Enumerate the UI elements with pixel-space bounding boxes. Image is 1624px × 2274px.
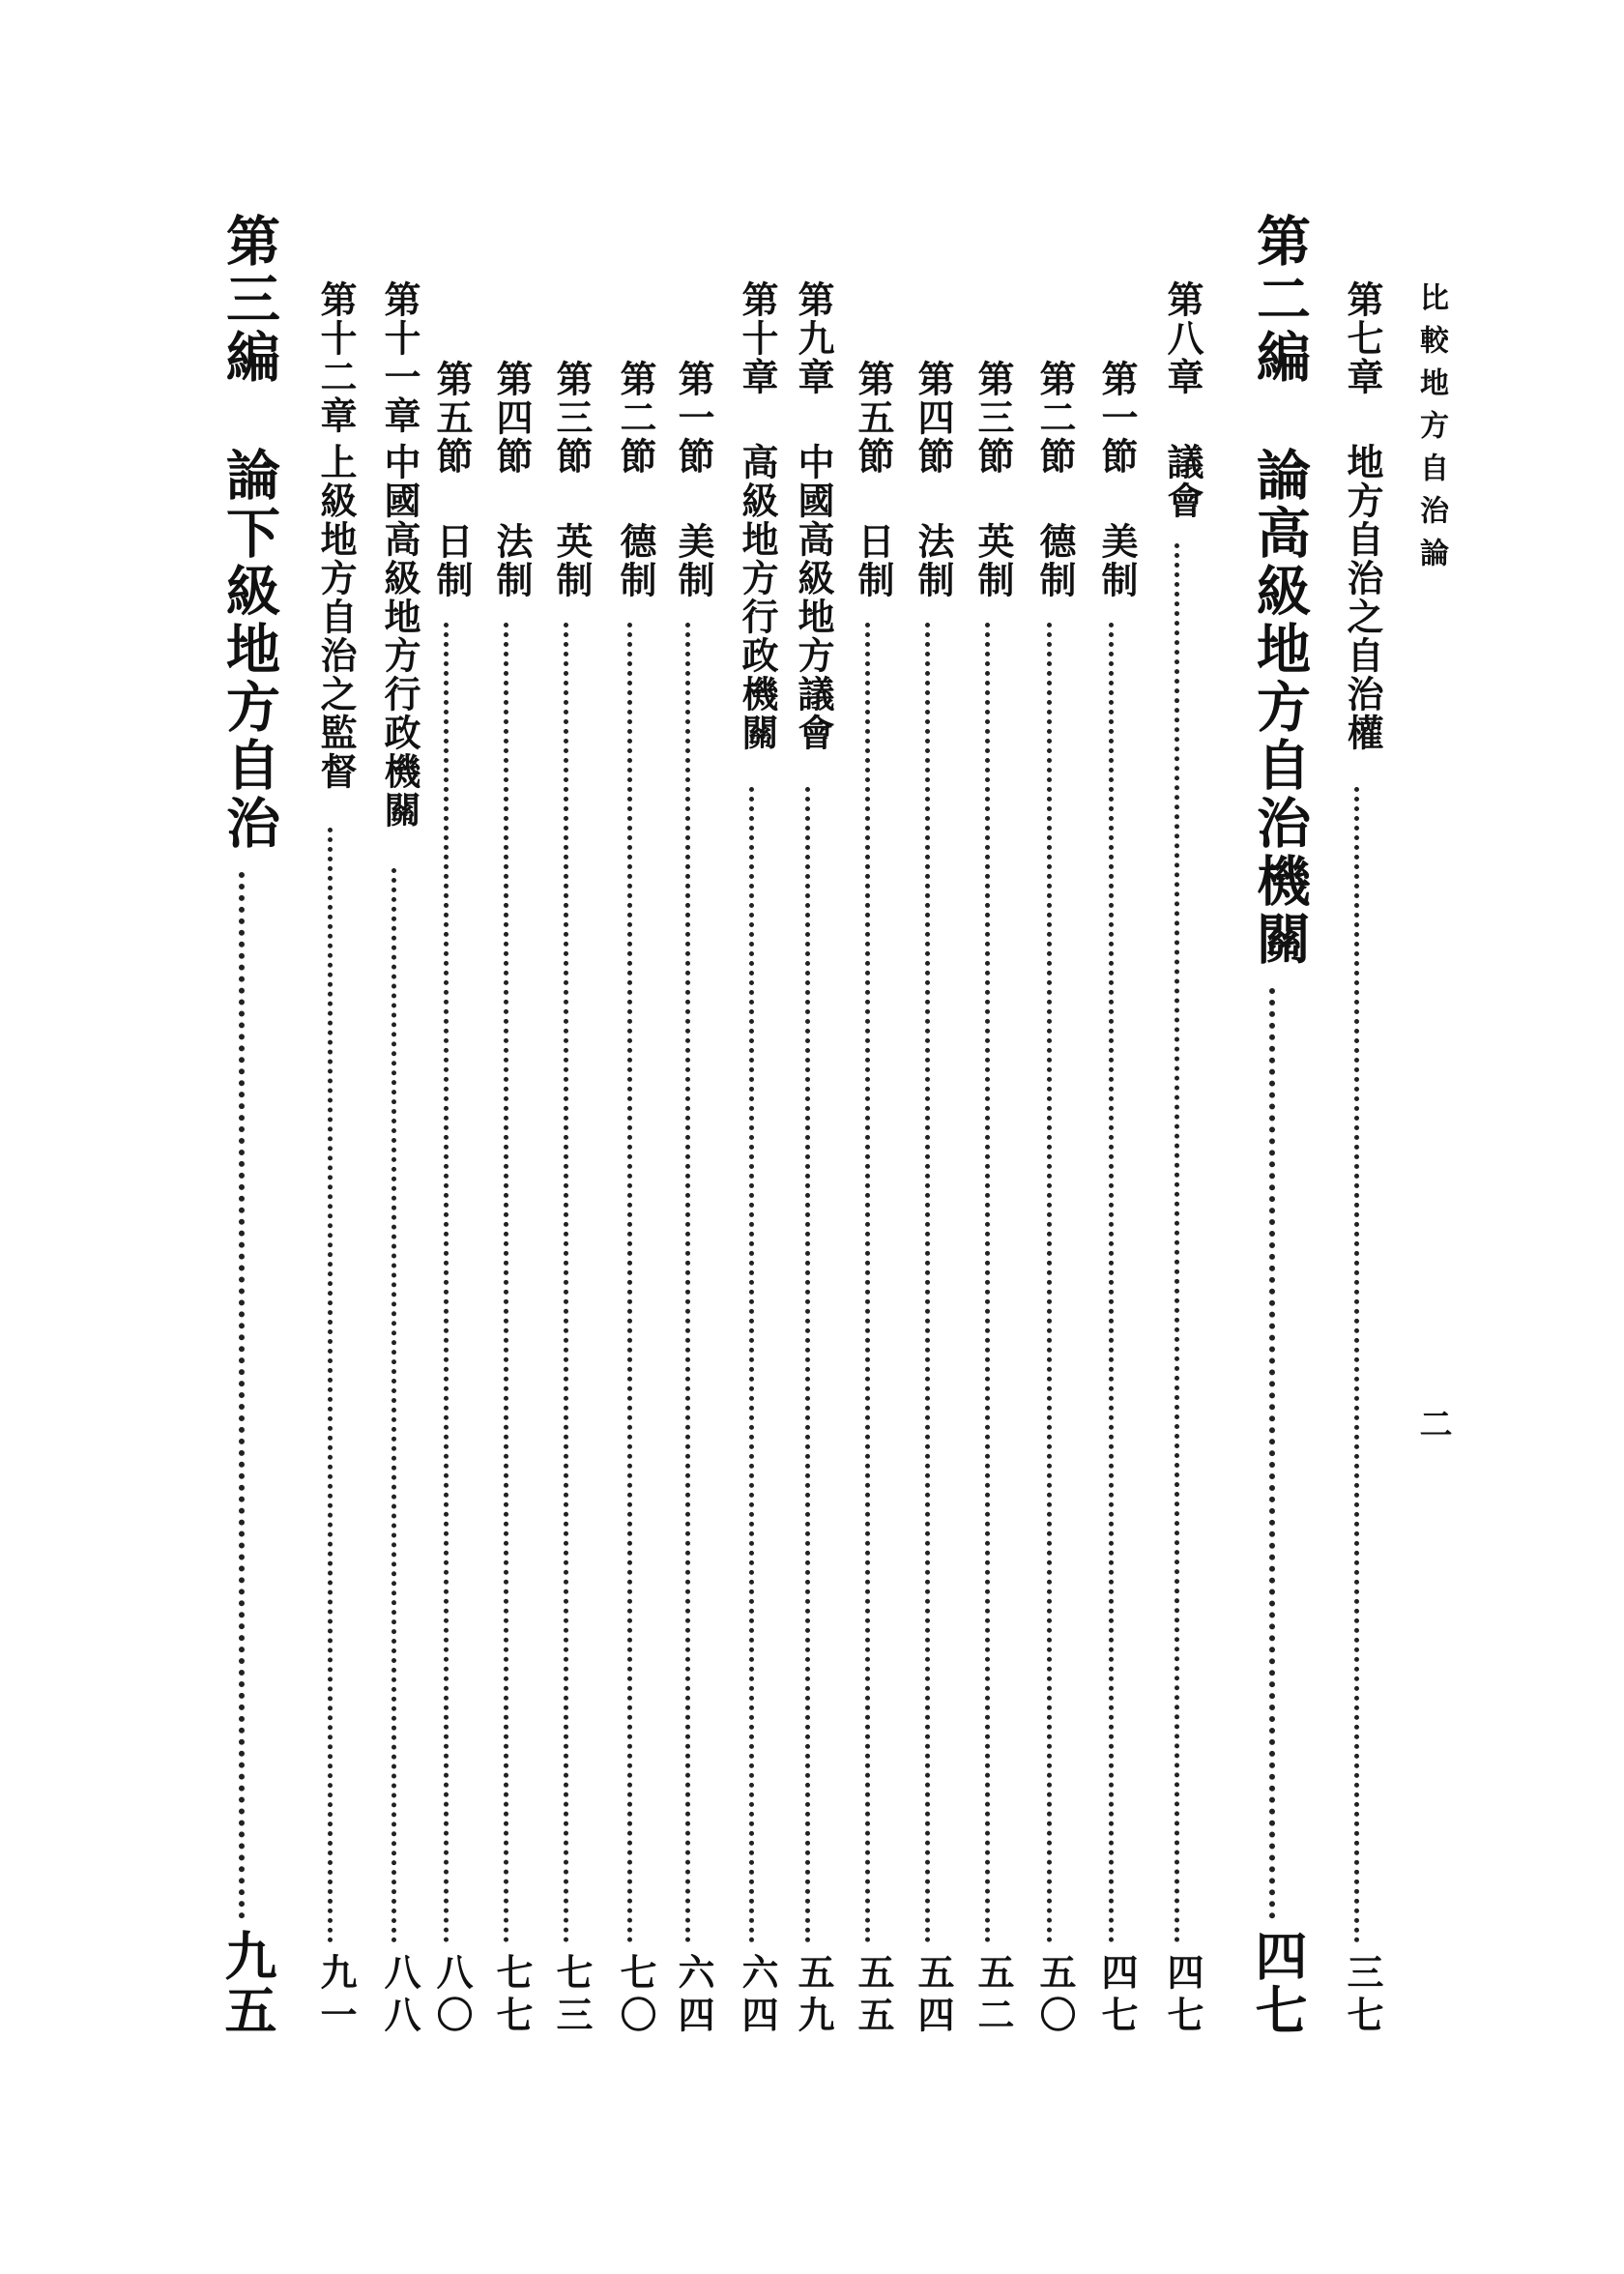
entry-label: 第一節 [1095,360,1139,476]
toc-entry [847,0,895,2274]
entry-page: 八八 [378,1953,421,2038]
toc-entry [309,0,358,2274]
entry-page: 五二 [972,1953,1015,2038]
entry-page: 六四 [736,1953,779,2038]
dot-leader [925,623,930,1943]
entry-title: 法制 [490,522,534,599]
entry-page: 七〇 [614,1953,657,2038]
toc-entry [787,0,835,2274]
entry-title: 法制 [912,522,955,599]
entry-label: 第五節 [430,360,474,476]
dot-leader [1109,623,1114,1943]
entry-title: 上級地方自治之監督 [314,443,358,791]
toc-entry [1336,0,1384,2274]
dot-leader [627,623,632,1943]
toc-part-entry [211,0,281,2274]
dot-leader [805,787,810,1943]
part-label: 第二編 [1248,213,1312,387]
entry-title: 中國高級地方行政機關 [378,443,421,830]
entry-label: 第十一章 [378,280,421,435]
page-number-column [1409,0,1452,2274]
dot-leader [1047,623,1052,1943]
page-number: 二 [1413,1407,1452,1440]
entry-page: 九一 [314,1953,358,2038]
entry-label: 第四節 [490,360,534,476]
dot-leader [392,868,396,1943]
dot-leader [985,623,990,1943]
toc-entry [425,0,474,2274]
part-title: 論高級地方自治機關 [1248,447,1312,969]
entry-title: 德制 [1033,522,1077,599]
entry-label: 第十章 [736,280,779,396]
dot-leader [865,623,870,1943]
toc-entry [545,0,594,2274]
dot-leader [1269,988,1275,1919]
entry-title: 中國高級地方議會 [792,443,835,752]
toc-entry [1156,0,1204,2274]
entry-label: 第一節 [672,360,715,476]
entry-title: 地方自治之自治權 [1341,443,1384,752]
entry-label: 第五節 [852,360,895,476]
toc-entry [485,0,534,2274]
entry-title: 德制 [614,522,657,599]
toc-entry [907,0,955,2274]
toc-left-block [0,0,1,1]
entry-title: 美制 [1095,522,1139,599]
dot-leader [564,623,568,1943]
entry-label: 第八章 [1161,280,1204,396]
entry-title: 議會 [1161,443,1204,520]
toc-entry [1090,0,1139,2274]
entry-page: 三七 [1341,1953,1384,2038]
toc-entry [731,0,779,2274]
entry-page: 五九 [792,1953,835,2038]
toc-entry [667,0,715,2274]
toc-entry [1029,0,1077,2274]
entry-label: 第三節 [550,360,594,476]
toc-part-entry [1241,0,1312,2274]
entry-page: 五四 [912,1953,955,2038]
entry-title: 美制 [672,522,715,599]
entry-title: 日制 [852,522,895,599]
entry-page: 五〇 [1033,1953,1077,2038]
entry-page: 四七 [1095,1953,1139,2038]
dot-leader [1174,543,1179,1943]
toc-entry [967,0,1015,2274]
entry-label: 第十二章 [314,280,358,435]
dot-leader [328,828,333,1943]
part-title: 論下級地方自治 [218,447,281,853]
dot-leader [239,872,245,1919]
entry-label: 第三節 [972,360,1015,476]
entry-page: 七七 [490,1953,534,2038]
entry-page: 七三 [550,1953,594,2038]
entry-page: 八〇 [430,1953,474,2038]
entry-label: 第七章 [1341,280,1384,396]
dot-leader [1354,787,1359,1943]
toc-entry [609,0,657,2274]
dot-leader [444,623,449,1943]
entry-label: 第二節 [1033,360,1077,476]
entry-page: 四七 [1161,1953,1204,2038]
entry-page: 六四 [672,1953,715,2038]
entry-page: 九五 [217,1929,278,2037]
entry-title: 高級地方行政機關 [736,443,779,752]
entry-label: 第九章 [792,280,835,396]
entry-page: 五五 [852,1953,895,2038]
dot-leader [685,623,690,1943]
running-title: 比較地方自治論 [1414,282,1448,580]
entry-title: 英制 [550,522,594,599]
entry-label: 第四節 [912,360,955,476]
entry-label: 第二節 [614,360,657,476]
toc-entry [373,0,421,2274]
dot-leader [504,623,508,1943]
entry-page: 四七 [1247,1929,1309,2037]
part-label: 第三編 [218,213,281,387]
entry-title: 英制 [972,522,1015,599]
entry-title: 日制 [430,522,474,599]
dot-leader [749,787,754,1943]
